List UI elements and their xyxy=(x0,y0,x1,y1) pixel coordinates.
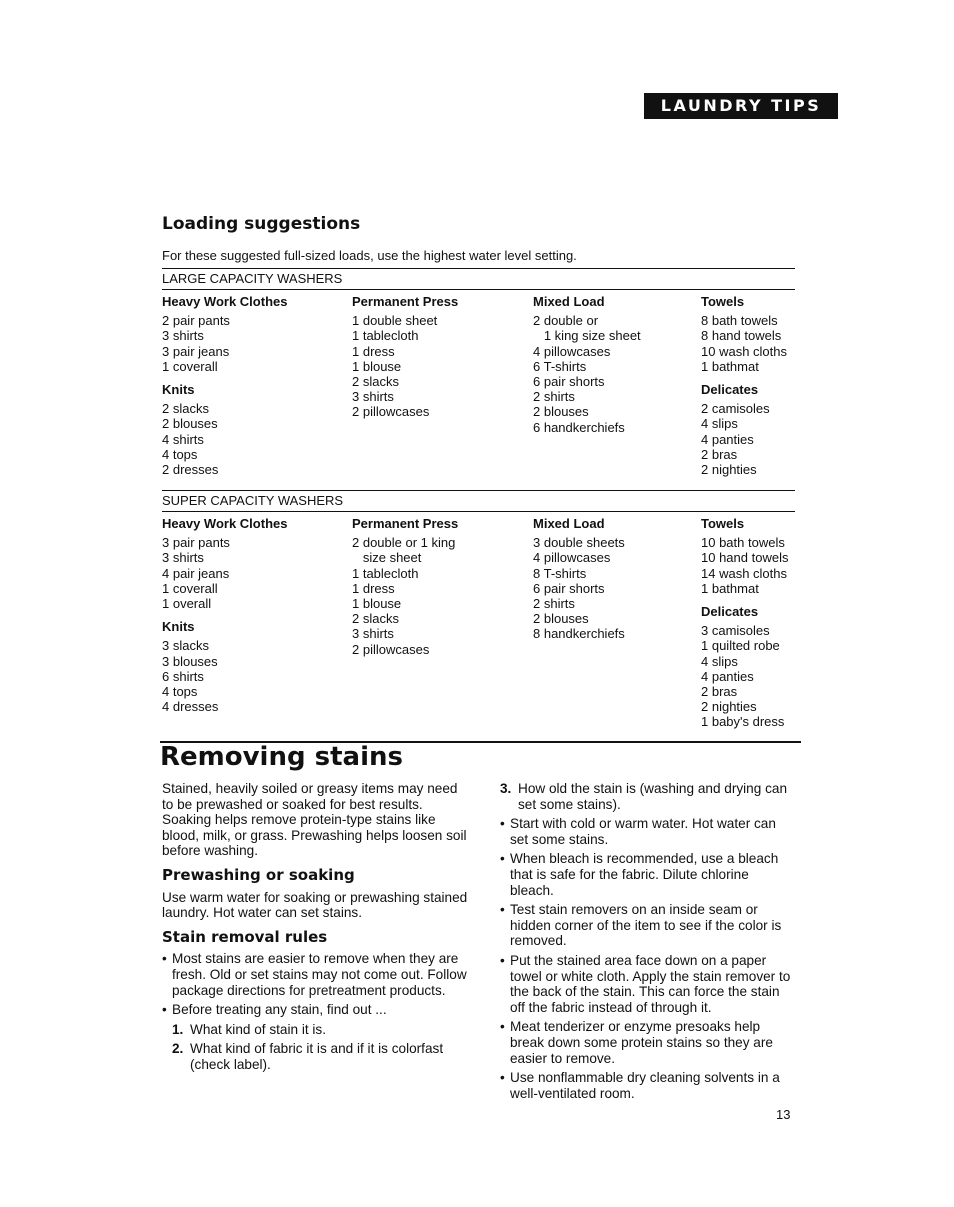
list-item xyxy=(500,902,796,949)
numbered-text: What kind of fabric it is and if it is colorfast (check label). xyxy=(190,1041,444,1072)
load-column xyxy=(701,294,871,477)
load-category-heading: Delicates xyxy=(701,382,759,398)
load-item: 1 coverall xyxy=(162,580,218,596)
load-item: 3 double sheets xyxy=(533,535,625,551)
load-item: 4 slips xyxy=(701,416,738,432)
load-item: 2 slacks xyxy=(162,401,209,417)
load-item: 4 panties xyxy=(701,431,754,447)
stains-intro: Stained, heavily soiled or greasy items may need to be prewashed or soaked for best results. Soaking helps remove protein-type stains like blood, milk, or grass. Prewashing helps loosen soil before washing. xyxy=(162,781,467,859)
load-column xyxy=(533,294,703,435)
load-category-heading: Delicates xyxy=(701,604,759,620)
tip-text: Meat tenderizer or enzyme presoaks help break down some protein stains so they are easier to remove. xyxy=(510,1019,773,1066)
tip-text: When bleach is recommended, use a bleach that is safe for the fabric. Dilute chlorine bleach. xyxy=(510,851,779,898)
load-column xyxy=(352,516,522,657)
load-item: 1 dress xyxy=(352,580,395,596)
load-column xyxy=(162,516,332,714)
load-item: 1 blouse xyxy=(352,358,402,374)
load-item: 8 handkerchiefs xyxy=(533,626,625,642)
load-item: 1 dress xyxy=(352,343,395,359)
load-item: 2 shirts xyxy=(533,389,575,405)
load-item: 10 wash cloths xyxy=(701,343,787,359)
load-item: 2 nighties xyxy=(701,462,757,478)
list-item xyxy=(500,1019,796,1066)
load-item: 1 bathmat xyxy=(701,358,759,374)
load-category-heading: Permanent Press xyxy=(352,294,459,309)
load-item: 4 panties xyxy=(701,668,754,684)
load-item: 2 pillowcases xyxy=(352,404,430,420)
load-item: 1 double sheet xyxy=(352,313,438,329)
load-item: size sheet xyxy=(352,550,422,566)
load-item: 6 pair shorts xyxy=(533,374,605,390)
load-item: 4 tops xyxy=(162,446,198,462)
load-item: 10 hand towels xyxy=(701,550,789,566)
load-item: 6 pair shorts xyxy=(533,580,605,596)
load-item: 2 blouses xyxy=(162,416,218,432)
divider xyxy=(162,511,795,512)
divider xyxy=(162,490,795,491)
load-item: 1 coverall xyxy=(162,358,218,374)
load-category-heading: Towels xyxy=(701,294,745,309)
bullet-icon: • xyxy=(162,1002,167,1018)
load-column xyxy=(162,294,332,477)
load-column xyxy=(352,294,522,420)
large-capacity-label: LARGE CAPACITY WASHERS xyxy=(162,271,343,286)
load-category-heading: Mixed Load xyxy=(533,516,605,531)
load-item: 1 tablecloth xyxy=(352,565,419,581)
load-item: 2 bras xyxy=(701,446,738,462)
stain-tips-list xyxy=(500,816,796,1101)
load-item: 2 camisoles xyxy=(701,401,770,417)
load-column xyxy=(701,516,871,730)
load-item: 6 handkerchiefs xyxy=(533,419,625,435)
load-item: 3 shirts xyxy=(162,328,204,344)
load-item: 1 quilted robe xyxy=(701,638,780,654)
load-item: 4 pillowcases xyxy=(533,343,611,359)
load-item: 3 shirts xyxy=(162,550,204,566)
bullet-icon: • xyxy=(500,1019,505,1035)
load-item: 2 bras xyxy=(701,684,738,700)
load-item: 10 bath towels xyxy=(701,535,785,551)
rules-heading: Stain removal rules xyxy=(162,927,328,946)
stains-left-column xyxy=(162,781,468,1077)
load-item: 2 pillowcases xyxy=(352,641,430,657)
numbered-text: What kind of stain it is. xyxy=(190,1021,326,1037)
list-item xyxy=(162,1002,468,1018)
load-category-heading: Permanent Press xyxy=(352,516,459,531)
load-item: 2 dresses xyxy=(162,462,219,478)
item-number: 3. xyxy=(500,781,512,796)
load-category-heading: Heavy Work Clothes xyxy=(162,294,288,309)
load-category-heading: Towels xyxy=(701,516,745,531)
page-number: 13 xyxy=(776,1107,791,1122)
load-item: 1 blouse xyxy=(352,596,402,612)
load-item: 4 shirts xyxy=(162,431,204,447)
numbered-item xyxy=(172,1041,468,1072)
divider xyxy=(162,268,795,269)
tip-text: Test stain removers on an inside seam or hidden corner of the item to see if the color is removed. xyxy=(510,902,782,949)
loading-intro: For these suggested full-sized loads, use the highest water level setting. xyxy=(162,248,577,263)
load-item: 3 shirts xyxy=(352,626,394,642)
load-item: 3 shirts xyxy=(352,389,394,405)
list-item xyxy=(500,851,796,898)
item-number: 2. xyxy=(172,1041,184,1057)
load-item: 3 slacks xyxy=(162,638,209,654)
load-category-heading: Knits xyxy=(162,382,195,398)
load-item: 4 pillowcases xyxy=(533,550,611,566)
numbered-text: How old the stain is (washing and drying can set some stains). xyxy=(518,781,788,812)
load-item: 8 bath towels xyxy=(701,313,778,329)
load-item: 3 pair pants xyxy=(162,535,230,551)
bullet-icon: • xyxy=(500,851,505,867)
load-item: 2 pair pants xyxy=(162,313,230,329)
list-item xyxy=(500,953,796,1015)
load-item: 6 shirts xyxy=(162,668,204,684)
load-item: 3 blouses xyxy=(162,653,218,669)
load-item: 14 wash cloths xyxy=(701,565,787,581)
tip-text: Start with cold or warm water. Hot water can set some stains. xyxy=(510,816,776,847)
load-item: 3 pair jeans xyxy=(162,343,230,359)
load-item: 2 blouses xyxy=(533,404,589,420)
load-category-heading: Mixed Load xyxy=(533,294,605,309)
bullet-icon: • xyxy=(500,902,505,918)
load-item: 3 camisoles xyxy=(701,623,770,639)
list-item xyxy=(500,816,796,847)
load-item: 8 hand towels xyxy=(701,328,782,344)
load-item: 2 blouses xyxy=(533,611,589,627)
load-item: 4 dresses xyxy=(162,699,219,715)
super-capacity-label: SUPER CAPACITY WASHERS xyxy=(162,493,344,508)
load-item: 4 tops xyxy=(162,684,198,700)
load-item: 8 T-shirts xyxy=(533,565,587,581)
load-item: 1 bathmat xyxy=(701,580,759,596)
load-item: 1 king size sheet xyxy=(533,328,641,344)
load-item: 2 shirts xyxy=(533,596,575,612)
divider xyxy=(162,289,795,290)
tip-text: Put the stained area face down on a paper towel or white cloth. Apply the stain remover to the back of the stain. This can force the stain off the fabric instead of through it. xyxy=(510,952,791,1015)
tip-text: Use nonflammable dry cleaning solvents in a well-ventilated room. xyxy=(510,1070,780,1101)
prewash-text: Use warm water for soaking or prewashing stained laundry. Hot water can set stains. xyxy=(162,889,468,921)
load-item: 4 pair jeans xyxy=(162,565,230,581)
load-item: 2 double or xyxy=(533,313,599,329)
load-category-heading: Heavy Work Clothes xyxy=(162,516,288,531)
load-item: 1 baby's dress xyxy=(701,714,785,730)
removing-stains-title: Removing stains xyxy=(160,742,403,772)
numbered-item xyxy=(172,1022,468,1038)
section-badge: LAUNDRY TIPS xyxy=(644,93,838,119)
rule-text: Most stains are easier to remove when they are fresh. Old or set stains may not come out. Follow package directions for pretreatment products. xyxy=(172,951,467,998)
stains-right-column xyxy=(500,781,796,1105)
load-item: 6 T-shirts xyxy=(533,358,587,374)
load-item: 4 slips xyxy=(701,653,738,669)
load-item: 1 overall xyxy=(162,596,212,612)
bullet-icon: • xyxy=(500,816,505,832)
load-item: 2 nighties xyxy=(701,699,757,715)
load-item: 1 tablecloth xyxy=(352,328,419,344)
rule-text: Before treating any stain, find out ... xyxy=(172,1002,387,1018)
list-item xyxy=(162,951,468,998)
load-item: 2 slacks xyxy=(352,374,399,390)
load-column xyxy=(533,516,703,642)
bullet-icon: • xyxy=(500,952,505,968)
bullet-icon: • xyxy=(500,1070,505,1086)
numbered-item xyxy=(500,781,796,812)
prewash-heading: Prewashing or soaking xyxy=(162,865,355,884)
load-category-heading: Knits xyxy=(162,619,195,635)
list-item xyxy=(500,1070,796,1101)
bullet-icon: • xyxy=(162,951,167,967)
load-item: 2 double or 1 king xyxy=(352,535,456,551)
load-item: 2 slacks xyxy=(352,611,399,627)
loading-suggestions-title: Loading suggestions xyxy=(162,214,361,234)
item-number: 1. xyxy=(172,1021,184,1037)
